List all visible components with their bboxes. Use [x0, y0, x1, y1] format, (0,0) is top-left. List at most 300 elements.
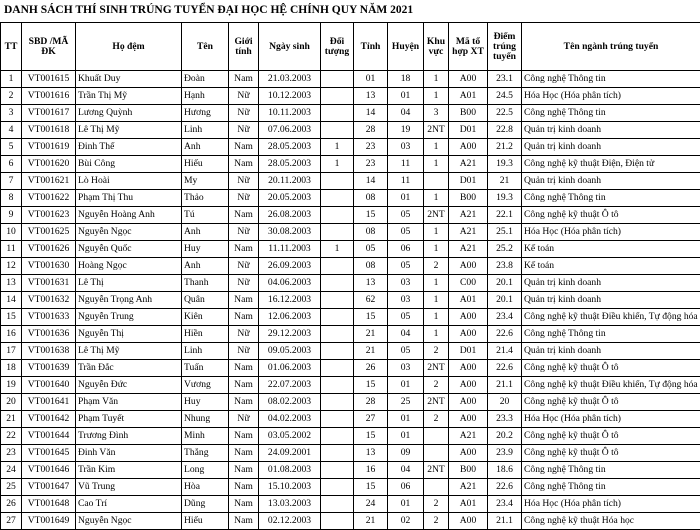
cell-gioi-tinh: Nam: [229, 462, 259, 479]
cell-ma-to-hop: B00: [449, 190, 488, 207]
table-row: [1, 377, 700, 394]
cell-sbd: VT001645: [22, 445, 76, 462]
cell-diem: 23.3: [488, 411, 522, 428]
cell-tinh: 23: [354, 156, 388, 173]
cell-ho-dem: Nguyễn Quốc: [76, 241, 182, 258]
cell-nganh: Hóa Học (Hóa phân tích): [522, 88, 700, 105]
cell-tt: 16: [1, 326, 22, 343]
cell-sbd: VT001642: [22, 411, 76, 428]
cell-khu-vuc: 1: [424, 71, 449, 88]
cell-khu-vuc: 2: [424, 513, 449, 530]
cell-sbd: VT001631: [22, 275, 76, 292]
cell-huyen: 06: [388, 479, 424, 496]
cell-ho-dem: Lò Hoài: [76, 173, 182, 190]
cell-ten: Hiếu: [182, 513, 229, 530]
cell-diem: 20: [488, 394, 522, 411]
cell-ngay-sinh: 15.10.2003: [259, 479, 321, 496]
cell-doi-tuong: [321, 173, 354, 190]
cell-diem: 25.2: [488, 241, 522, 258]
cell-ngay-sinh: 24.09.2001: [259, 445, 321, 462]
cell-khu-vuc: 2: [424, 258, 449, 275]
cell-huyen: 18: [388, 71, 424, 88]
cell-gioi-tinh: Nữ: [229, 326, 259, 343]
cell-diem: 19.3: [488, 190, 522, 207]
cell-diem: 21.4: [488, 343, 522, 360]
cell-diem: 23.9: [488, 445, 522, 462]
cell-gioi-tinh: Nữ: [229, 88, 259, 105]
table-row: [1, 122, 700, 139]
cell-nganh: Công nghệ Thông tin: [522, 326, 700, 343]
cell-huyen: 01: [388, 411, 424, 428]
cell-tinh: 15: [354, 309, 388, 326]
cell-ho-dem: Khuất Duy: [76, 71, 182, 88]
header-khu-vuc: Khu vực: [424, 23, 449, 71]
cell-doi-tuong: [321, 462, 354, 479]
header-ma-to-hop: Mã tổ hợp XT: [449, 23, 488, 71]
cell-ma-to-hop: A00: [449, 411, 488, 428]
cell-diem: 19.3: [488, 156, 522, 173]
cell-gioi-tinh: Nữ: [229, 224, 259, 241]
table-row: [1, 360, 700, 377]
cell-khu-vuc: 2: [424, 377, 449, 394]
cell-ten: Nhung: [182, 411, 229, 428]
cell-tt: 1: [1, 71, 22, 88]
cell-nganh: Quản trị kinh doanh: [522, 173, 700, 190]
cell-tinh: 27: [354, 411, 388, 428]
cell-doi-tuong: [321, 445, 354, 462]
cell-tt: 5: [1, 139, 22, 156]
cell-ten: Thanh: [182, 275, 229, 292]
cell-tinh: 28: [354, 394, 388, 411]
cell-ma-to-hop: A00: [449, 309, 488, 326]
cell-diem: 23.4: [488, 309, 522, 326]
cell-tinh: 15: [354, 479, 388, 496]
table-body: [1, 71, 700, 530]
cell-gioi-tinh: Nam: [229, 496, 259, 513]
cell-doi-tuong: [321, 275, 354, 292]
cell-gioi-tinh: Nữ: [229, 105, 259, 122]
cell-nganh: Công nghệ kỹ thuật Ô tô: [522, 394, 700, 411]
cell-gioi-tinh: Nam: [229, 139, 259, 156]
cell-khu-vuc: [424, 445, 449, 462]
table-row: [1, 190, 700, 207]
cell-sbd: VT001626: [22, 241, 76, 258]
header-tt: TT: [1, 23, 22, 71]
table-row: [1, 207, 700, 224]
cell-ho-dem: Trần Kim: [76, 462, 182, 479]
cell-nganh: Công nghệ Thông tin: [522, 462, 700, 479]
cell-nganh: Công nghệ kỹ thuật Ô tô: [522, 445, 700, 462]
cell-tinh: 26: [354, 360, 388, 377]
cell-khu-vuc: 2NT: [424, 122, 449, 139]
cell-sbd: VT001633: [22, 309, 76, 326]
cell-diem: 23.4: [488, 496, 522, 513]
table-row: [1, 156, 700, 173]
cell-ten: Vương: [182, 377, 229, 394]
cell-sbd: VT001638: [22, 343, 76, 360]
table-row: [1, 173, 700, 190]
header-huyen: Huyện: [388, 23, 424, 71]
cell-gioi-tinh: Nữ: [229, 275, 259, 292]
cell-doi-tuong: [321, 496, 354, 513]
cell-ten: Thảo: [182, 190, 229, 207]
cell-diem: 22.8: [488, 122, 522, 139]
cell-tinh: 05: [354, 241, 388, 258]
cell-diem: 20.1: [488, 292, 522, 309]
cell-doi-tuong: [321, 190, 354, 207]
cell-tinh: 21: [354, 513, 388, 530]
cell-huyen: 01: [388, 496, 424, 513]
cell-ho-dem: Trần Thị Mỹ: [76, 88, 182, 105]
cell-khu-vuc: 1: [424, 241, 449, 258]
cell-tt: 22: [1, 428, 22, 445]
cell-nganh: Hóa Học (Hóa phân tích): [522, 411, 700, 428]
cell-ngay-sinh: 28.05.2003: [259, 156, 321, 173]
cell-huyen: 01: [388, 428, 424, 445]
cell-tinh: 15: [354, 207, 388, 224]
cell-doi-tuong: [321, 428, 354, 445]
cell-ho-dem: Lê Thị Mỹ: [76, 343, 182, 360]
cell-tinh: 13: [354, 275, 388, 292]
cell-ten: Huy: [182, 241, 229, 258]
cell-doi-tuong: [321, 394, 354, 411]
cell-tinh: 62: [354, 292, 388, 309]
cell-gioi-tinh: Nam: [229, 292, 259, 309]
cell-ngay-sinh: 30.08.2003: [259, 224, 321, 241]
cell-ngay-sinh: 13.03.2003: [259, 496, 321, 513]
cell-ho-dem: Nguyễn Đức: [76, 377, 182, 394]
table-row: [1, 258, 700, 275]
cell-ho-dem: Lê Thị: [76, 275, 182, 292]
cell-diem: 22.6: [488, 479, 522, 496]
cell-doi-tuong: [321, 292, 354, 309]
cell-ma-to-hop: A00: [449, 445, 488, 462]
cell-sbd: VT001623: [22, 207, 76, 224]
cell-gioi-tinh: Nam: [229, 241, 259, 258]
cell-ho-dem: Vũ Trung: [76, 479, 182, 496]
cell-ho-dem: Đinh Thế: [76, 139, 182, 156]
cell-ho-dem: Phạm Tuyết: [76, 411, 182, 428]
cell-khu-vuc: 2NT: [424, 360, 449, 377]
cell-ma-to-hop: A00: [449, 139, 488, 156]
cell-ten: Kiên: [182, 309, 229, 326]
cell-gioi-tinh: Nữ: [229, 343, 259, 360]
cell-tt: 24: [1, 462, 22, 479]
cell-ma-to-hop: A01: [449, 496, 488, 513]
cell-doi-tuong: [321, 360, 354, 377]
cell-ngay-sinh: 07.06.2003: [259, 122, 321, 139]
cell-ma-to-hop: A00: [449, 71, 488, 88]
header-tinh: Tỉnh: [354, 23, 388, 71]
cell-ma-to-hop: A01: [449, 88, 488, 105]
cell-nganh: Quản trị kinh doanh: [522, 343, 700, 360]
cell-diem: 23.1: [488, 71, 522, 88]
cell-tinh: 14: [354, 173, 388, 190]
cell-ho-dem: Trần Đắc: [76, 360, 182, 377]
cell-ngay-sinh: 28.05.2003: [259, 139, 321, 156]
cell-gioi-tinh: Nam: [229, 309, 259, 326]
cell-ngay-sinh: 10.11.2003: [259, 105, 321, 122]
cell-tt: 11: [1, 241, 22, 258]
cell-khu-vuc: 1: [424, 275, 449, 292]
cell-tt: 7: [1, 173, 22, 190]
cell-doi-tuong: [321, 309, 354, 326]
cell-huyen: 05: [388, 224, 424, 241]
cell-ten: Linh: [182, 343, 229, 360]
cell-nganh: Công nghệ kỹ thuật Ô tô: [522, 360, 700, 377]
table-row: [1, 224, 700, 241]
cell-huyen: 01: [388, 377, 424, 394]
cell-diem: 21: [488, 173, 522, 190]
cell-tinh: 13: [354, 88, 388, 105]
cell-doi-tuong: [321, 411, 354, 428]
cell-khu-vuc: 3: [424, 105, 449, 122]
cell-doi-tuong: [321, 479, 354, 496]
cell-ten: Huy: [182, 394, 229, 411]
cell-nganh: Công nghệ kỹ thuật Điện, Điện tử: [522, 156, 700, 173]
cell-nganh: Kế toán: [522, 241, 700, 258]
cell-nganh: Công nghệ kỹ thuật Điều khiển, Tự động hóa: [522, 377, 700, 394]
cell-sbd: VT001648: [22, 496, 76, 513]
cell-ho-dem: Lê Thị Mỹ: [76, 122, 182, 139]
table-row: [1, 411, 700, 428]
cell-doi-tuong: [321, 88, 354, 105]
cell-tinh: 23: [354, 139, 388, 156]
cell-khu-vuc: 1: [424, 292, 449, 309]
cell-diem: 23.8: [488, 258, 522, 275]
cell-ten: Hiền: [182, 326, 229, 343]
cell-ngay-sinh: 26.08.2003: [259, 207, 321, 224]
cell-tt: 12: [1, 258, 22, 275]
cell-ma-to-hop: C00: [449, 275, 488, 292]
cell-ten: Long: [182, 462, 229, 479]
cell-doi-tuong: [321, 377, 354, 394]
cell-khu-vuc: 1: [424, 139, 449, 156]
cell-ma-to-hop: B00: [449, 462, 488, 479]
cell-ma-to-hop: A21: [449, 428, 488, 445]
cell-doi-tuong: 1: [321, 156, 354, 173]
cell-ngay-sinh: 12.06.2003: [259, 309, 321, 326]
cell-ma-to-hop: A21: [449, 156, 488, 173]
cell-gioi-tinh: Nam: [229, 156, 259, 173]
cell-ngay-sinh: 01.08.2003: [259, 462, 321, 479]
cell-nganh: Quản trị kinh doanh: [522, 139, 700, 156]
cell-tinh: 08: [354, 258, 388, 275]
cell-diem: 22.1: [488, 207, 522, 224]
cell-ten: Tú: [182, 207, 229, 224]
cell-ma-to-hop: D01: [449, 343, 488, 360]
table-row: [1, 445, 700, 462]
cell-gioi-tinh: Nam: [229, 445, 259, 462]
cell-tinh: 15: [354, 377, 388, 394]
cell-gioi-tinh: Nữ: [229, 173, 259, 190]
cell-tinh: 08: [354, 190, 388, 207]
cell-tinh: 21: [354, 343, 388, 360]
cell-doi-tuong: [321, 326, 354, 343]
header-ngay-sinh: Ngày sinh: [259, 23, 321, 71]
table-row: [1, 105, 700, 122]
table-row: [1, 139, 700, 156]
cell-diem: 21.2: [488, 139, 522, 156]
cell-nganh: Kế toán: [522, 258, 700, 275]
cell-ten: Dũng: [182, 496, 229, 513]
cell-nganh: Công nghệ Thông tin: [522, 105, 700, 122]
cell-diem: 22.6: [488, 360, 522, 377]
table-row: [1, 275, 700, 292]
cell-ho-dem: Trương Đình: [76, 428, 182, 445]
cell-ten: Anh: [182, 258, 229, 275]
table-row: [1, 88, 700, 105]
cell-gioi-tinh: Nam: [229, 394, 259, 411]
cell-sbd: VT001646: [22, 462, 76, 479]
table-row: [1, 394, 700, 411]
cell-huyen: 03: [388, 275, 424, 292]
cell-khu-vuc: 1: [424, 224, 449, 241]
cell-doi-tuong: 1: [321, 139, 354, 156]
cell-ma-to-hop: B00: [449, 105, 488, 122]
cell-diem: 25.1: [488, 224, 522, 241]
cell-huyen: 25: [388, 394, 424, 411]
cell-nganh: Công nghệ Thông tin: [522, 479, 700, 496]
cell-ho-dem: Đinh Văn: [76, 445, 182, 462]
cell-tinh: 16: [354, 462, 388, 479]
table-row: [1, 309, 700, 326]
cell-sbd: VT001639: [22, 360, 76, 377]
cell-khu-vuc: 2NT: [424, 462, 449, 479]
cell-sbd: VT001647: [22, 479, 76, 496]
cell-huyen: 06: [388, 241, 424, 258]
cell-huyen: 04: [388, 105, 424, 122]
cell-huyen: 09: [388, 445, 424, 462]
cell-huyen: 01: [388, 88, 424, 105]
cell-doi-tuong: [321, 513, 354, 530]
cell-tt: 23: [1, 445, 22, 462]
header-gioi-tinh: Giới tính: [229, 23, 259, 71]
cell-sbd: VT001641: [22, 394, 76, 411]
cell-diem: 20.2: [488, 428, 522, 445]
cell-tinh: 08: [354, 224, 388, 241]
cell-khu-vuc: 2: [424, 343, 449, 360]
cell-ten: Thắng: [182, 445, 229, 462]
cell-sbd: VT001630: [22, 258, 76, 275]
table-row: [1, 292, 700, 309]
cell-nganh: Công nghệ kỹ thuật Hóa học: [522, 513, 700, 530]
table-row: [1, 326, 700, 343]
cell-ten: Hiếu: [182, 156, 229, 173]
cell-ho-dem: Nguyễn Thị: [76, 326, 182, 343]
candidates-table: [0, 22, 700, 530]
cell-diem: 20.1: [488, 275, 522, 292]
cell-ho-dem: Bùi Công: [76, 156, 182, 173]
cell-ngay-sinh: 20.05.2003: [259, 190, 321, 207]
cell-gioi-tinh: Nam: [229, 207, 259, 224]
cell-tt: 3: [1, 105, 22, 122]
cell-nganh: Quản trị kinh doanh: [522, 275, 700, 292]
cell-ten: Linh: [182, 122, 229, 139]
cell-ten: Hòa: [182, 479, 229, 496]
cell-ma-to-hop: A21: [449, 207, 488, 224]
cell-nganh: Hóa Học (Hóa phân tích): [522, 224, 700, 241]
header-doi-tuong: Đối tượng: [321, 23, 354, 71]
cell-ho-dem: Lương Quỳnh: [76, 105, 182, 122]
cell-sbd: VT001640: [22, 377, 76, 394]
cell-huyen: 05: [388, 207, 424, 224]
cell-khu-vuc: 2NT: [424, 394, 449, 411]
cell-doi-tuong: [321, 343, 354, 360]
cell-sbd: VT001644: [22, 428, 76, 445]
cell-ten: Anh: [182, 224, 229, 241]
cell-ngay-sinh: 04.06.2003: [259, 275, 321, 292]
cell-ten: Quân: [182, 292, 229, 309]
cell-ho-dem: Hoàng Ngọc: [76, 258, 182, 275]
table-row: [1, 462, 700, 479]
cell-ho-dem: Nguyễn Trung: [76, 309, 182, 326]
cell-sbd: VT001649: [22, 513, 76, 530]
cell-diem: 18.6: [488, 462, 522, 479]
cell-gioi-tinh: Nam: [229, 513, 259, 530]
cell-huyen: 02: [388, 513, 424, 530]
cell-gioi-tinh: Nữ: [229, 190, 259, 207]
cell-ho-dem: Nguyễn Hoàng Anh: [76, 207, 182, 224]
cell-khu-vuc: 2: [424, 496, 449, 513]
table-row: [1, 241, 700, 258]
cell-gioi-tinh: Nữ: [229, 411, 259, 428]
cell-sbd: VT001620: [22, 156, 76, 173]
cell-tt: 26: [1, 496, 22, 513]
cell-ma-to-hop: A21: [449, 241, 488, 258]
cell-ma-to-hop: A01: [449, 292, 488, 309]
cell-ngay-sinh: 02.12.2003: [259, 513, 321, 530]
cell-huyen: 03: [388, 139, 424, 156]
header-diem: Điểm trúng tuyển: [488, 23, 522, 71]
cell-ho-dem: Nguyễn Ngọc: [76, 224, 182, 241]
cell-ma-to-hop: A00: [449, 258, 488, 275]
cell-khu-vuc: 1: [424, 88, 449, 105]
cell-sbd: VT001618: [22, 122, 76, 139]
cell-diem: 22.6: [488, 326, 522, 343]
cell-tt: 10: [1, 224, 22, 241]
cell-ma-to-hop: A00: [449, 394, 488, 411]
cell-ma-to-hop: A21: [449, 479, 488, 496]
cell-huyen: 03: [388, 292, 424, 309]
cell-tt: 13: [1, 275, 22, 292]
header-sbd: SBD /MÃ ĐK: [22, 23, 76, 71]
cell-doi-tuong: [321, 258, 354, 275]
cell-ngay-sinh: 29.12.2003: [259, 326, 321, 343]
cell-ho-dem: Phạm Thị Thu: [76, 190, 182, 207]
cell-diem: 21.1: [488, 377, 522, 394]
cell-huyen: 05: [388, 343, 424, 360]
cell-tt: 9: [1, 207, 22, 224]
cell-huyen: 19: [388, 122, 424, 139]
cell-ten: My: [182, 173, 229, 190]
cell-khu-vuc: 1: [424, 156, 449, 173]
cell-ma-to-hop: A00: [449, 360, 488, 377]
cell-tinh: 14: [354, 105, 388, 122]
cell-tinh: 15: [354, 428, 388, 445]
cell-ngay-sinh: 16.12.2003: [259, 292, 321, 309]
table-row: [1, 71, 700, 88]
cell-sbd: VT001636: [22, 326, 76, 343]
cell-huyen: 11: [388, 156, 424, 173]
page-title: DANH SÁCH THÍ SINH TRÚNG TUYỂN ĐẠI HỌC HỆ CHÍNH QUY NĂM 2021: [0, 0, 700, 22]
cell-khu-vuc: [424, 479, 449, 496]
cell-diem: 21.1: [488, 513, 522, 530]
cell-ten: Đoàn: [182, 71, 229, 88]
cell-diem: 24.5: [488, 88, 522, 105]
header-ten: Tên: [182, 23, 229, 71]
cell-tt: 15: [1, 309, 22, 326]
